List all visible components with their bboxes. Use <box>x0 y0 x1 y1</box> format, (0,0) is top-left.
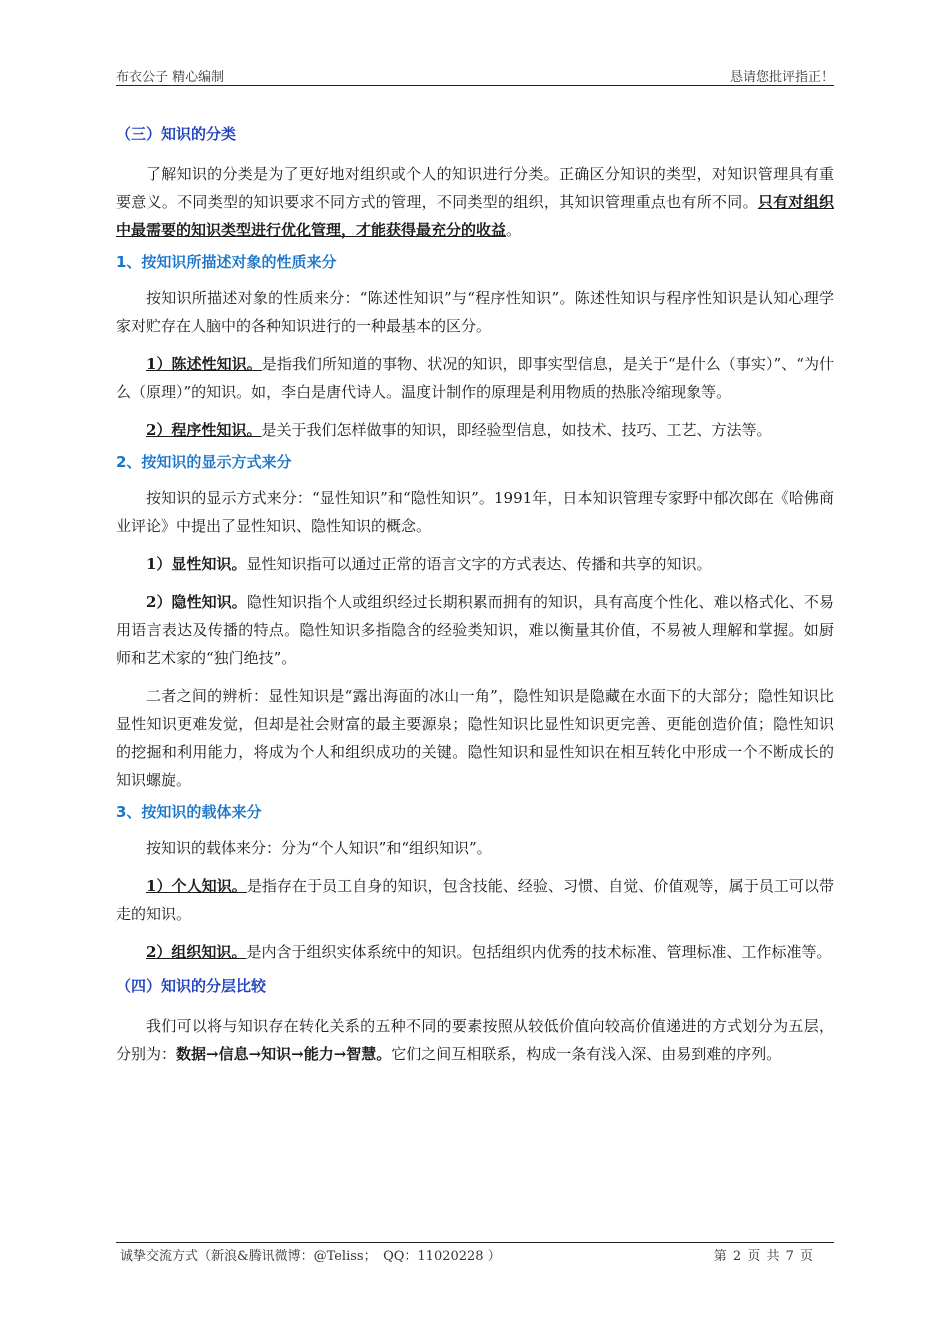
subheading-display: 2、按知识的显示方式来分 <box>116 453 292 471</box>
item-organizational-label: 2）组织知识。 <box>146 943 247 961</box>
header-right-text: 恳请您批评指正！ <box>729 70 834 85</box>
item-procedural <box>116 416 834 444</box>
item-tacit <box>116 588 834 672</box>
footer-contact-text: 诚挚交流方式（新浪&腾讯微博：@Teliss； QQ：11020228 ） <box>120 1249 501 1264</box>
paragraph-display: 按知识的显示方式来分：“显性知识”和“隐性知识”。1991年，日本知识管理专家野中郁次郎在《哈佛商业评论》中提出了显性知识、隐性知识的概念。 <box>116 489 834 535</box>
section-title-layers: （四）知识的分层比较 <box>116 977 267 995</box>
header-divider <box>116 85 834 86</box>
item-procedural-text: 是关于我们怎样做事的知识，即经验型信息，如技术、技巧、工艺、方法等。 <box>261 421 772 439</box>
item-personal <box>116 872 834 928</box>
page-number: 第 2 页 共 7 页 <box>713 1249 814 1264</box>
item-explicit <box>116 550 834 578</box>
paragraph-layers <box>116 1012 834 1068</box>
footer-divider <box>116 1242 834 1243</box>
paragraph-intro <box>116 160 834 244</box>
item-personal-label: 1）个人知识。 <box>146 877 247 895</box>
item-explicit-label: 1）显性知识。 <box>146 555 247 573</box>
item-declarative <box>116 350 834 406</box>
item-declarative-label: 1）陈述性知识。 <box>146 355 262 373</box>
subheading-nature: 1、按知识所描述对象的性质来分 <box>116 253 337 271</box>
item-tacit-text: 隐性知识指个人或组织经过长期积累而拥有的知识，具有高度个性化、难以格式化、不易用语言表达及传播的特点。隐性知识多指隐含的经验类知识，难以衡量其价值，不易被人理解和掌握。如厨师和艺术家的“独门绝技”。 <box>116 593 834 667</box>
intro-end: 。 <box>506 221 522 239</box>
item-organizational-text: 是内含于组织实体系统中的知识。包括组织内优秀的技术标准、管理标准、工作标准等。 <box>246 943 832 961</box>
intro-emphasis: 只有对组织中最需要的知识类型进行优化管理，才能获得最充分的收益 <box>116 193 834 239</box>
section-title-classification: （三）知识的分类 <box>116 125 237 143</box>
main-content <box>116 120 834 1068</box>
layers-end: 它们之间互相联系，构成一条有浅入深、由易到难的序列。 <box>391 1045 782 1063</box>
header-left-text: 布衣公子 精心编制 <box>116 70 225 85</box>
item-explicit-text: 显性知识指可以通过正常的语言文字的方式表达、传播和共享的知识。 <box>246 555 712 573</box>
page-header <box>116 66 834 86</box>
layers-text: 我们可以将与知识存在转化关系的五种不同的要素按照从较低价值向较高价值递进的方式划分为五层，分别为： <box>116 1017 834 1063</box>
item-declarative-text: 是指我们所知道的事物、状况的知识，即事实型信息，是关于“是什么（事实）”、“为什么（原理）”的知识。如，李白是唐代诗人。温度计制作的原理是利用物质的热胀冷缩现象等。 <box>116 355 834 401</box>
paragraph-comparison: 二者之间的辨析：显性知识是“露出海面的冰山一角”，隐性知识是隐藏在水面下的大部分；隐性知识比显性知识更难发觉，但却是社会财富的最主要源泉；隐性知识比显性知识更完善、更能创造价值；隐性知识的挖掘和利用能力，将成为个人和组织成功的关键。隐性知识和显性知识在相互转化中形成一个不断成长的知识螺旋。 <box>116 687 834 789</box>
layers-hierarchy: 数据→信息→知识→能力→智慧。 <box>176 1045 392 1063</box>
item-procedural-label: 2）程序性知识。 <box>146 421 262 439</box>
intro-text: 了解知识的分类是为了更好地对组织或个人的知识进行分类。正确区分知识的类型，对知识管理具有重要意义。不同类型的知识要求不同方式的管理，不同类型的组织，其知识管理重点也有所不同。 <box>116 165 834 211</box>
subheading-carrier: 3、按知识的载体来分 <box>116 803 262 821</box>
item-personal-text: 是指存在于员工自身的知识，包含技能、经验、习惯、自觉、价值观等，属于员工可以带走的知识。 <box>116 877 834 923</box>
paragraph-nature: 按知识所描述对象的性质来分：“陈述性知识”与“程序性知识”。陈述性知识与程序性知识是认知心理学家对贮存在人脑中的各种知识进行的一种最基本的区分。 <box>116 289 834 335</box>
paragraph-carrier: 按知识的载体来分：分为“个人知识”和“组织知识”。 <box>146 839 492 857</box>
item-tacit-label: 2）隐性知识。 <box>146 593 247 611</box>
item-organizational <box>116 938 834 966</box>
